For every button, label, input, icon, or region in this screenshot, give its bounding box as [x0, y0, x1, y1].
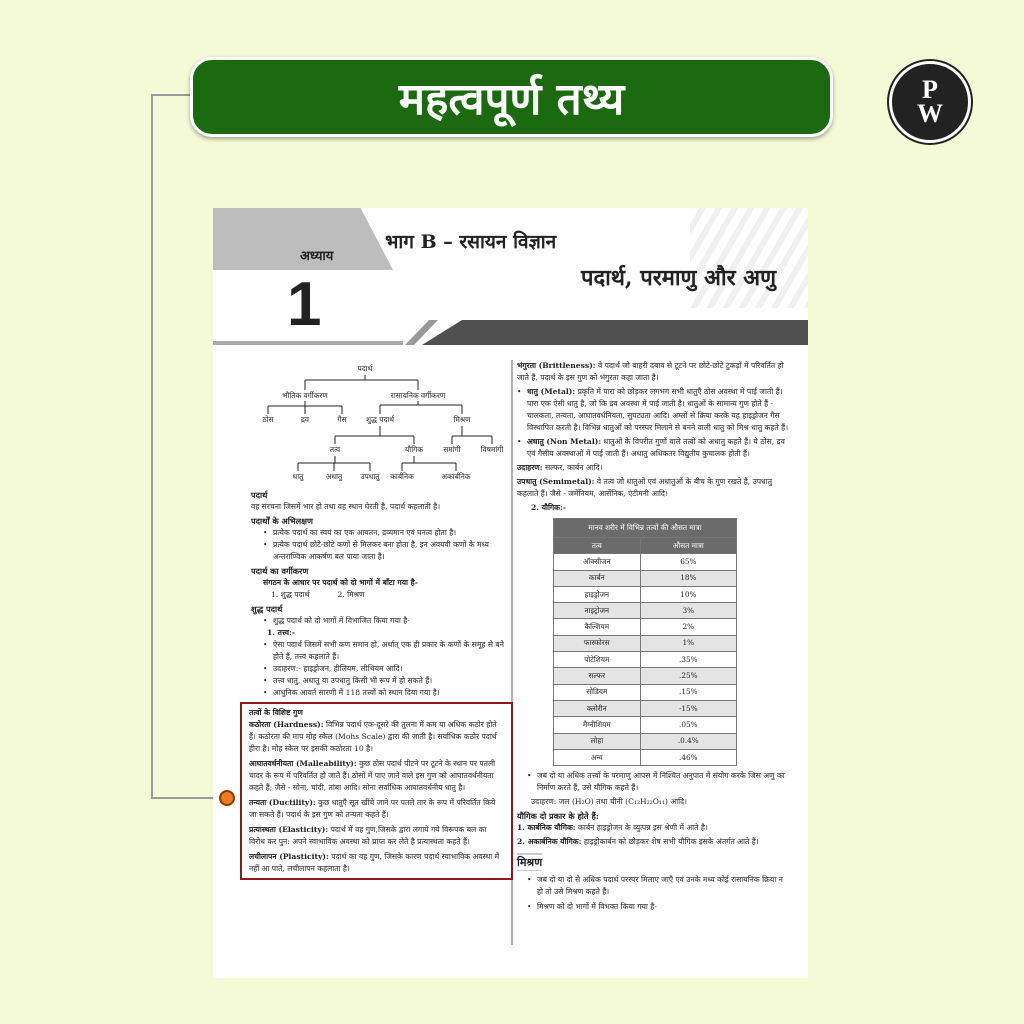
heading-characteristics: पदार्थों के अभिलक्षण [251, 516, 313, 526]
amount-cell: .0.4% [640, 733, 736, 749]
tree-organic: कार्बनिक [390, 472, 414, 481]
table-row [554, 570, 737, 586]
classification-intro: संगठन के आधार पर पदार्थ को दो भागों में बाँटा गया है- [263, 578, 418, 587]
term: 2. अकार्बनिक यौगिक: [517, 837, 582, 847]
list-item: • प्रत्येक पदार्थ का स्वयं का एक आयतन, द्रव्यमान एवं घनत्व होता है। [263, 527, 509, 539]
tree-mixture: मिश्रण [453, 415, 471, 424]
definition: धातुओं के विपरीत गुणों वाले तत्वों को अधातु कहते हैं। ये ठोस, द्रव एवं गैसीय अवस्थाओं में पाई जाती हैं। अधातु अधिकतर विद्युतीय कुचालक होती हैं। [527, 437, 785, 458]
element-cell: पोटेशियम [554, 652, 641, 668]
amount-cell: .46% [640, 749, 736, 765]
semimetal-paragraph [517, 476, 789, 500]
list-item: • प्रत्येक पदार्थ छोटे-छोटे कणों से मिलकर बना होता है, इन अवयवी कणों के मध्य अन्तराण्विक आकर्षण बल पाया जाता है। [263, 539, 509, 563]
term: अधातु (Non Metal): [527, 437, 602, 446]
term: लचीलापन (Plasticity): [249, 852, 329, 861]
element-cell: ऑक्सीजन [554, 554, 641, 570]
list-item: • जब दो या दो से अधिक पदार्थ परस्पर मिलाए जाएँ एवं उनके मध्य कोई रासायनिक क्रिया न हो तो उसे मिश्रण कहते हैं। [527, 874, 789, 898]
tree-heterogeneous: विषमांगी [480, 445, 504, 454]
column-header: औसत मात्रा [640, 538, 736, 554]
list-item: • तत्त्व धातु, अधातु या उपधातु किसी भी रूप में हो सकते हैं। [263, 675, 509, 687]
definition: पदार्थ में वह गुण,जिसके द्वारा लगाये गये विरूपक बल का विरोध कर पुन: अपने स्वाभाविक अवस्था को प्राप्त कर लेते है प्रत्यास्थता कहते हैं। [249, 825, 487, 846]
heading-compound-types: यौगिक दो प्रकार के होते हैं: [517, 811, 599, 822]
heading-classification: पदार्थ का वर्गीकरण [251, 566, 309, 576]
option-mixture: 2. मिश्रण [337, 590, 365, 599]
compound-example: उदाहरण: जल (H₂O) तथा चीनी (C₁₂H₂₂O₁₁) आदि। [531, 797, 688, 807]
tree-solid: ठोस [262, 415, 274, 424]
amount-cell: -15% [640, 700, 736, 716]
term: उपधातु (Semimetal): [517, 477, 595, 486]
term: धातु (Metal): [527, 387, 576, 396]
element-cell: फास्फोरस [554, 635, 641, 651]
box-item [249, 719, 504, 755]
list-item: • ऐसा पदार्थ जिसमें सभी कण समान हो, अर्थात् एक ही प्रकार के कणों के समूह से बने होते हैं, तत्त्व कहलाते हैं। [263, 639, 509, 663]
definition: पदार्थ का वह गुण, जिसके कारण पदार्थ स्वाभाविक अवस्था में नहीं आ पाते, लचीलापन कहलाता है। [249, 852, 500, 873]
table-row [554, 684, 737, 700]
compound-subheading: 2. यौगिक:- [531, 503, 566, 512]
amount-cell: .35% [640, 652, 736, 668]
tree-chemical: रासायनिक वर्गीकरण [390, 391, 446, 400]
list-item: • आधुनिक आवर्त सारणी में 118 तत्त्वों को स्थान दिया गया है। [263, 687, 509, 699]
amount-cell: 2% [640, 619, 736, 635]
definition: प्रकृति में पारा को छोड़कर लगभग सभी धातुएँ ठोस अवस्था में पाई जाती हैं। पारा एक ऐसी धातु है, जो कि द्रव अवस्था में पाई जाती है। धातुओं के सामान्य गुण होते हैं - चालकता, तन्यता, आघातवर्धनियता, सुघट्यता आदि। अम्लों से क्रिया करके यह हाइड्रोजन गैस विस्थापित करती है। विभिन्न धातुओं को परस्पर मिलाने से बनने वाली धातु को मिश्र धातु कहते हैं। [527, 387, 789, 432]
definition: वे पदार्थ जो बाहरी दबाव से टूटने पर छोटे-छोटे टुकड़ों में परिवर्तित हो जाते हैं, पदार्थ के इस गुण को भंगुरता कहा जाता है। [517, 361, 784, 382]
table-row [554, 700, 737, 716]
tree-physical: भौतिक वर्गीकरण [282, 391, 328, 400]
table-row [554, 717, 737, 733]
box-item [249, 851, 504, 875]
term: आघातवर्धनीयता (Malleability): [249, 759, 357, 768]
heading-matter: पदार्थ [251, 490, 268, 500]
amount-cell: .25% [640, 668, 736, 684]
box-item [249, 758, 504, 794]
table-row [554, 603, 737, 619]
brittleness-paragraph [517, 360, 789, 384]
element-cell: कैल्शियम [554, 619, 641, 635]
definition: कुछ ठोस पदार्थ पीटने पर टूटने के स्थान पर पतली चादर के रूप में परिवर्तित हो जाते हैं। ठोसों में पाए जाने वाले इस गुण को आघातवर्धनीयता कहते हैं; जैसे - सोना, चांदी, तांबा आदि। सोना सर्वाधिक आघातवर्धनीय धातु है। [249, 759, 496, 792]
tree-metal: धातु [292, 472, 304, 481]
table-row [554, 635, 737, 651]
table-row [554, 554, 737, 570]
table-row [554, 652, 737, 668]
element-cell: मैग्नीशियम [554, 717, 641, 733]
element-subheading: 1. तत्त्व:- [267, 628, 296, 637]
tree-nonmetal: अधातु [325, 472, 343, 481]
connector-dot [219, 790, 235, 806]
right-column [517, 360, 789, 913]
amount-cell: .05% [640, 717, 736, 733]
element-cell: क्लोरीन [554, 700, 641, 716]
list-item: • जब दो या अधिक तत्त्वों के परमाणु आपस में निश्चित अनुपात में संयोग करके जिस अणु का निर्माण करते हैं, उसे यौगिक कहते हैं। [527, 770, 789, 794]
term: 1. कार्बनिक यौगिक: [517, 823, 576, 833]
heading-pure-substance: शुद्ध पदार्थ [251, 604, 283, 614]
table-row [554, 619, 737, 635]
definition: कुछ धातुएँ सूत खींचे जाने पर पतले तार के रूप में परिवर्तित किये जा सकते हैं। पदार्थ के इस गुण को तन्यता कहते हैं। [249, 798, 496, 819]
definition: कार्बन हाइड्रोजन के व्युत्पन्न इस श्रेणी में आते है। [575, 823, 708, 833]
list-item [517, 436, 789, 460]
heading-mixture: मिश्रण [517, 853, 542, 871]
list-item [517, 386, 789, 434]
amount-cell: .15% [640, 684, 736, 700]
tree-element: तत्व [329, 445, 341, 454]
tree-root: पदार्थ [357, 364, 373, 373]
chapter-number: 1 [287, 270, 322, 339]
list-item: • मिश्रण को दो भागों में विभक्त किया गया है- [527, 901, 789, 913]
table-row [554, 586, 737, 602]
pw-logo: P W [889, 61, 971, 143]
term: तन्यता (Ductility): [249, 798, 316, 807]
element-cell: सल्फर [554, 668, 641, 684]
option-pure: 1. शुद्ध पदार्थ [271, 590, 310, 599]
table-row [554, 733, 737, 749]
chapter-label: अध्याय [300, 249, 334, 264]
definition: हाइड्रोकार्बन को छोड़कर शेष सभी यौगिक इसके अंतर्गत आते हैं। [581, 837, 759, 847]
list-item: • शुद्ध पदार्थ को दो भागों में विभाजित किया गया है- [263, 615, 509, 627]
matter-definition: वह संरचना जिसमें भार हो तथा वह स्थान घेरती है, पदार्थ कहलाती है। [251, 502, 441, 511]
tree-metalloid: उपधातु [360, 472, 380, 481]
body-elements-table [553, 518, 737, 766]
tree-gas: गैस [337, 415, 347, 424]
definition: सल्फर, कार्बन आदि। [542, 463, 603, 472]
box-item [249, 824, 504, 848]
properties-box [240, 702, 513, 880]
element-cell: सोडियम [554, 684, 641, 700]
amount-cell: 18% [640, 570, 736, 586]
table-row [554, 749, 737, 765]
banner-title-text: महत्वपूर्ण तथ्य [398, 74, 625, 125]
term: उदाहरण: [517, 463, 543, 472]
term: भंगुरता (Brittleness): [517, 361, 596, 370]
element-cell: हाइड्रोजन [554, 586, 641, 602]
tree-pure: शुद्ध पदार्थ [365, 415, 395, 424]
definition: विभिन्न पदार्थ एक-दूसरे की तुलना में कम या अधिक कठोर होते हैं। कठोरता की माप मोह स्केल (Mohs Scale) द्वारा की जाती है। सर्वाधिक कठोर पदार्थ हीरा है। मोह स्केल पर इसकी कठोरता 10 है। [249, 720, 497, 753]
amount-cell: 3% [640, 603, 736, 619]
left-column [240, 487, 513, 880]
compound-type [517, 836, 789, 848]
example-line [517, 462, 789, 474]
column-header: तत्व [554, 538, 641, 554]
tree-homogeneous: समांगी [443, 445, 461, 454]
amount-cell: 1% [640, 635, 736, 651]
definition: वे तत्व जो धातुओं एवं अधातुओं के बीच के गुण रखते हैं, उपधातु कहलाते हैं। जैसे - जर्मेनियम, आर्सेनिक, एंटीमनी आदि। [517, 477, 773, 498]
compound-type [517, 822, 789, 834]
element-cell: लोहा [554, 733, 641, 749]
amount-cell: 65% [640, 554, 736, 570]
table-caption: मानव शरीर में विभिन्न तत्वों की औसत मात्रा [554, 519, 737, 538]
table-row [554, 668, 737, 684]
term: प्रत्यास्थता (Elasticity): [249, 825, 329, 834]
part-title: भाग B – रसायन विज्ञान [385, 231, 557, 253]
element-cell: कार्बन [554, 570, 641, 586]
tree-compound: यौगिक [405, 445, 423, 454]
box-title: तत्वों के विशिष्ट गुण [249, 708, 303, 717]
term: कठोरता (Hardness): [249, 720, 324, 729]
element-cell: नाइट्रोजन [554, 603, 641, 619]
amount-cell: 10% [640, 586, 736, 602]
list-item: • उदाहरण:- हाइड्रोजन, हीलियम, लीथियम आदि। [263, 663, 509, 675]
element-cell: अन्य [554, 749, 641, 765]
tree-inorganic: अकार्बनिक [441, 472, 471, 481]
box-item [249, 797, 504, 821]
chapter-title: पदार्थ, परमाणु और अणु [580, 265, 776, 291]
tree-liquid: द्रव [300, 415, 310, 424]
